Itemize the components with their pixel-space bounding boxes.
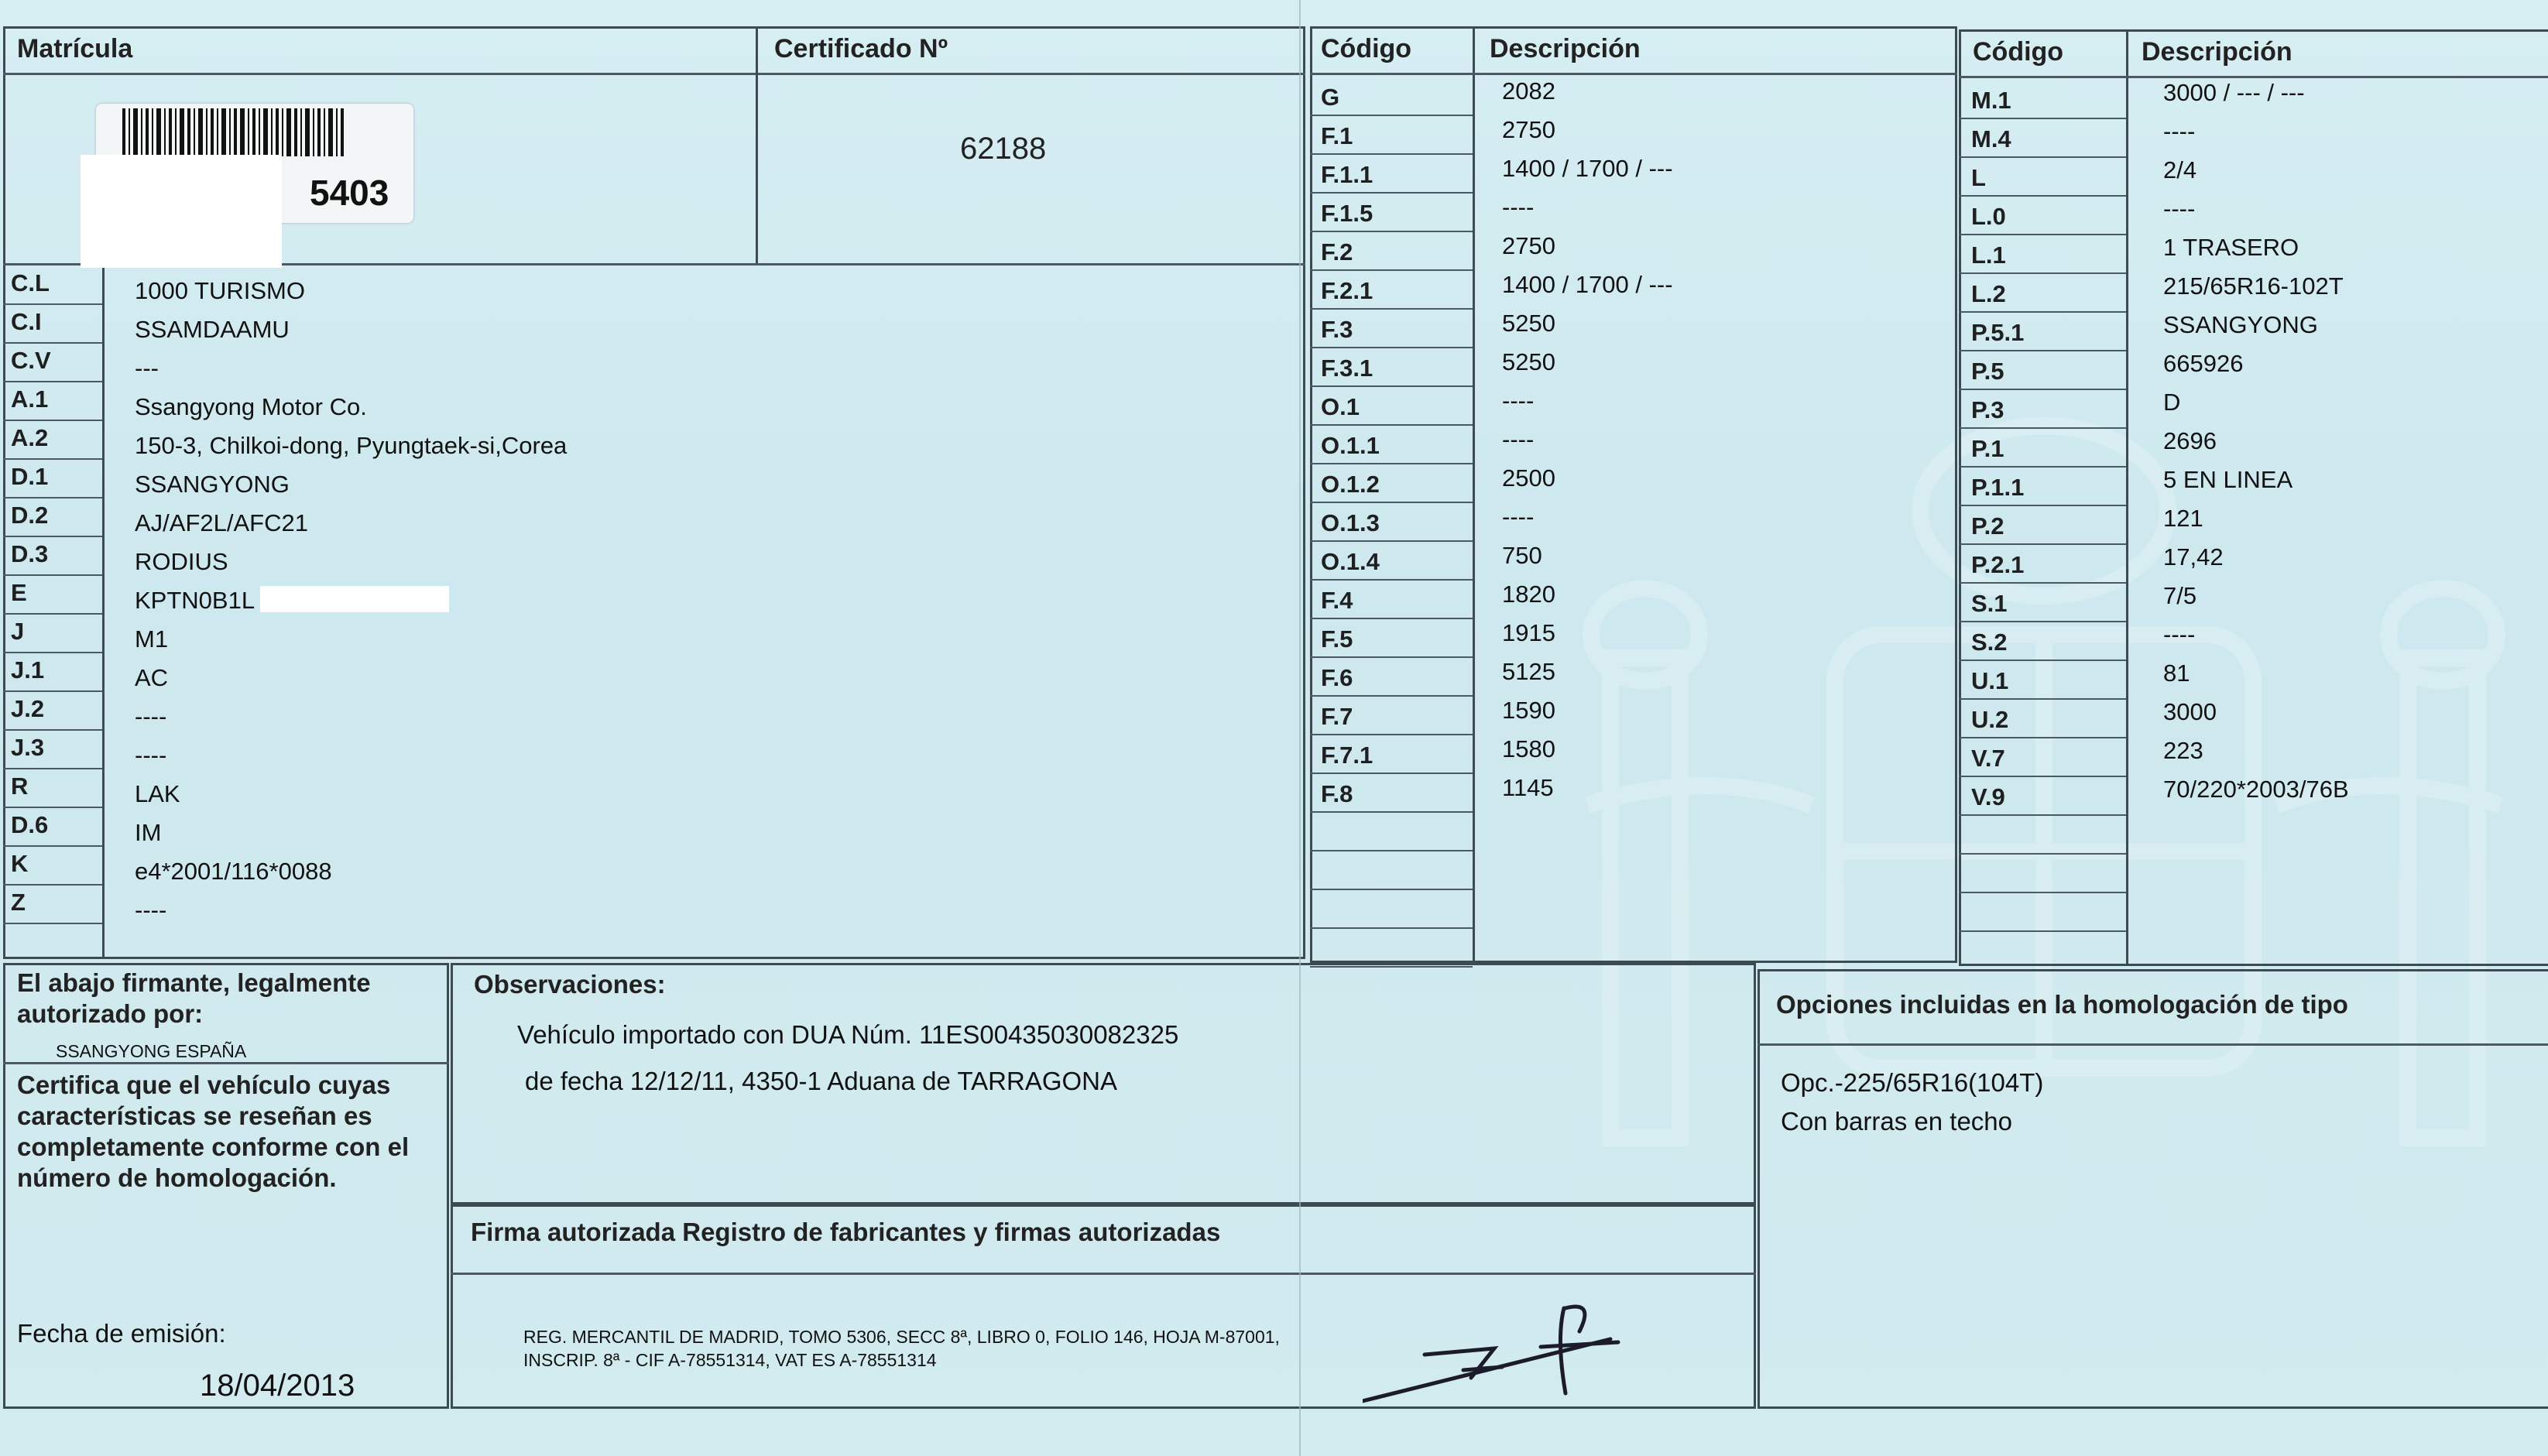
row-value: 81 [2163,659,2190,687]
row-rule [1310,308,1473,310]
row-code: D.2 [11,502,49,529]
row-code: O.1.4 [1321,548,1380,575]
opciones-box [1758,969,2548,1409]
row-value: 2750 [1502,116,1555,143]
rule [451,1273,1756,1275]
row-code: L [1971,164,1986,191]
row-code: M.4 [1971,125,2011,152]
fecha-emision-label: Fecha de emisión: [17,1319,226,1348]
row-value: 2/4 [2163,156,2197,183]
row-value: ---- [135,896,167,923]
rule [1959,76,2548,78]
row-code: F.1.1 [1321,161,1373,188]
right-codigo-header: Código [1973,37,2064,67]
row-code: M.1 [1971,87,2011,114]
row-value: ---- [135,742,167,769]
row-rule [1959,659,2126,661]
row-value: 2696 [2163,427,2217,454]
observaciones-line1: Vehículo importado con DUA Núm. 11ES00435030082325 [517,1020,1179,1049]
row-rule [1959,698,2126,700]
row-rule [3,574,102,576]
row-code: F.7 [1321,703,1353,730]
row-value: SSANGYONG [135,471,290,498]
row-value: 223 [2163,737,2203,764]
right-descripcion-header: Descripción [2142,37,2293,67]
row-rule [1310,231,1473,232]
row-code: P.2.1 [1971,551,2025,578]
row-rule [1959,234,2126,235]
observaciones-line2: de fecha 12/12/11, 4350-1 Aduana de TARRAGONA [525,1067,1118,1095]
row-code: P.2 [1971,512,2004,540]
row-code: F.2 [1321,238,1353,266]
row-code: J.3 [11,734,45,761]
row-code: F.3 [1321,316,1353,343]
row-code: D.1 [11,463,49,490]
row-rule [1959,853,2126,855]
fold-line [1299,0,1301,1456]
registro-mercantil: REG. MERCANTIL DE MADRID, TOMO 5306, SECC 8ª, LIBRO 0, FOLIO 146, HOJA M-87001, INSCRIP. 8ª - CIF A-78551314, VAT ES A-78551314 [523,1327,1280,1370]
matricula-header: Matrícula [17,34,133,63]
row-code: L.1 [1971,242,2006,269]
row-value: ---- [135,703,167,730]
row-rule [1959,466,2126,468]
row-code: S.1 [1971,590,2008,617]
row-rule [3,381,102,382]
row-value: 5250 [1502,348,1555,375]
row-rule [3,690,102,692]
row-rule [1959,776,2126,777]
firmante-title: El abajo firmante, legalmente autorizado por: [17,968,371,1028]
row-value: 1590 [1502,697,1555,724]
mid-codigo-header: Código [1321,34,1412,63]
row-rule [1310,656,1473,658]
row-rule [1310,734,1473,735]
row-code: A.2 [11,424,49,451]
row-rule [1310,424,1473,426]
row-rule [1310,153,1473,155]
row-value: ---- [2163,621,2196,648]
row-value: Ssangyong Motor Co. [135,393,367,420]
row-value: RODIUS [135,548,228,575]
row-code: O.1.1 [1321,432,1380,459]
row-rule [1310,269,1473,271]
row-code: D.6 [11,811,49,838]
row-value: 7/5 [2163,582,2197,609]
row-value: 1580 [1502,735,1555,762]
row-code: P.1 [1971,435,2004,462]
row-value: D [2163,389,2181,416]
row-code: G [1321,84,1340,111]
row-code: K [11,850,29,877]
row-value: M1 [135,625,169,653]
row-code: F.1.5 [1321,200,1373,227]
row-rule [1310,850,1473,851]
row-code: O.1.2 [1321,471,1380,498]
row-code: A.1 [11,385,49,413]
row-code: L.2 [1971,280,2006,307]
row-value: 2750 [1502,232,1555,259]
row-code: O.1.3 [1321,509,1380,536]
row-code: P.3 [1971,396,2004,423]
row-rule [3,497,102,498]
row-value: e4*2001/116*0088 [135,858,332,885]
row-code: F.5 [1321,625,1353,653]
row-rule [1959,543,2126,545]
row-rule [1959,621,2126,622]
rule [756,26,758,263]
row-code: F.6 [1321,664,1353,691]
row-code: J.1 [11,656,45,683]
row-value: 17,42 [2163,543,2224,570]
row-rule [1310,811,1473,813]
opciones-line1: Opc.-225/65R16(104T) [1781,1068,2044,1097]
opciones-line2: Con barras en techo [1781,1107,2013,1136]
row-rule [3,807,102,808]
row-value: 150-3, Chilkoi-dong, Pyungtaek-si,Corea [135,432,568,459]
row-value: SSAMDAAMU [135,316,290,343]
row-rule [3,652,102,653]
row-rule [1310,695,1473,697]
fecha-emision: 18/04/2013 [200,1369,355,1403]
row-value: 215/65R16-102T [2163,272,2344,300]
observaciones-title: Observaciones: [474,970,666,999]
row-rule [1959,195,2126,197]
row-value: ---- [1502,503,1535,530]
row-rule [3,536,102,537]
row-rule [1959,737,2126,738]
row-value: 5125 [1502,658,1555,685]
row-rule [3,923,102,924]
row-rule [1310,579,1473,581]
row-value: IM [135,819,162,846]
row-rule [3,342,102,344]
barcode-number: 5403 [310,173,389,213]
row-code: J.2 [11,695,45,722]
row-value: 5250 [1502,310,1555,337]
row-value: 1820 [1502,581,1555,608]
row-rule [3,884,102,886]
row-value: ---- [2163,195,2196,222]
row-value: 2500 [1502,464,1555,492]
row-code: S.2 [1971,629,2008,656]
certificado-number: 62188 [960,132,1047,166]
row-rule [1959,930,2126,932]
row-code: V.9 [1971,783,2005,810]
row-value: 3000 / --- / --- [2163,79,2305,106]
rule [1473,26,1475,963]
firmante-company: SSANGYONG ESPAÑA [56,1041,247,1061]
row-value: AC [135,664,169,691]
row-value: ---- [1502,426,1535,453]
row-code: P.5 [1971,358,2004,385]
row-rule [3,458,102,460]
row-code: O.1 [1321,393,1360,420]
redaction-box [260,586,449,612]
row-code: E [11,579,27,606]
certifica-text: Certifica que el vehículo cuyas características se reseñan es completamente conforme con el número de homologación. [17,1071,410,1192]
row-value: 5 EN LINEA [2163,466,2293,493]
row-code: F.8 [1321,780,1353,807]
row-rule [1959,892,2126,893]
row-value: 3000 [2163,698,2217,725]
row-rule [1959,505,2126,506]
row-rule [1310,347,1473,348]
row-code: Z [11,889,26,916]
row-rule [1310,463,1473,464]
row-rule [1310,618,1473,619]
row-rule [3,729,102,731]
row-code: P.1.1 [1971,474,2025,501]
row-code: R [11,773,29,800]
mid-descripcion-header: Descripción [1490,34,1641,63]
row-value: SSANGYONG [2163,311,2318,338]
row-code: P.5.1 [1971,319,2025,346]
row-rule [3,845,102,847]
row-code: L.0 [1971,203,2006,230]
row-rule [1959,350,2126,351]
row-code: F.1 [1321,122,1353,149]
row-code: C.V [11,347,51,374]
row-value: AJ/AF2L/AFC21 [135,509,308,536]
row-rule [1310,540,1473,542]
row-rule [1310,192,1473,194]
row-value: 2082 [1502,77,1555,104]
row-code: J [11,618,25,645]
certificado-header: Certificado Nº [774,34,948,63]
row-code: F.4 [1321,587,1353,614]
row-value: 1145 [1502,774,1554,801]
row-value: ---- [1502,194,1535,221]
row-rule [1959,427,2126,429]
row-rule [1959,582,2126,584]
row-rule [1959,156,2126,158]
row-rule [1310,115,1473,116]
row-value: 70/220*2003/76B [2163,776,2349,803]
firma-title: Firma autorizada Registro de fabricantes y firmas autorizadas [471,1218,1221,1246]
row-value: 665926 [2163,350,2244,377]
row-code: C.L [11,269,50,296]
signature-icon [1363,1293,1641,1417]
row-rule [1310,385,1473,387]
row-rule [1959,814,2126,816]
rule [3,73,1305,75]
row-rule [3,303,102,305]
row-value: 1 TRASERO [2163,234,2299,261]
row-code: C.I [11,308,42,335]
row-value: 750 [1502,542,1542,569]
right-frame [1959,29,2548,966]
row-value: KPTN0B1L [135,587,255,614]
rule [1758,1043,2548,1046]
row-code: U.2 [1971,706,2009,733]
rule [1310,73,1957,75]
row-value: 1400 / 1700 / --- [1502,155,1673,182]
row-value: 1000 TURISMO [135,277,305,304]
row-rule [1310,889,1473,890]
row-code: F.7.1 [1321,742,1373,769]
opciones-title: Opciones incluidas en la homologación de tipo [1776,990,2348,1019]
barcode-icon [122,108,355,156]
row-value: 1400 / 1700 / --- [1502,271,1673,298]
row-rule [3,768,102,769]
row-rule [1959,389,2126,390]
row-code: F.3.1 [1321,355,1373,382]
row-value: --- [135,355,159,382]
row-code: D.3 [11,540,49,567]
row-rule [1959,272,2126,274]
rule [2126,29,2128,966]
row-code: F.2.1 [1321,277,1373,304]
row-rule [1310,502,1473,503]
row-rule [1310,773,1473,774]
row-value: 121 [2163,505,2203,532]
redaction-box [81,155,282,268]
row-code: V.7 [1971,745,2005,772]
row-value: 1915 [1502,619,1555,646]
row-value: ---- [1502,387,1535,414]
row-value: LAK [135,780,180,807]
row-code: U.1 [1971,667,2009,694]
row-value: ---- [2163,118,2196,145]
row-rule [3,420,102,421]
row-rule [1959,311,2126,313]
row-rule [1959,118,2126,119]
row-rule [3,613,102,615]
row-rule [1310,927,1473,929]
rule [102,263,105,959]
